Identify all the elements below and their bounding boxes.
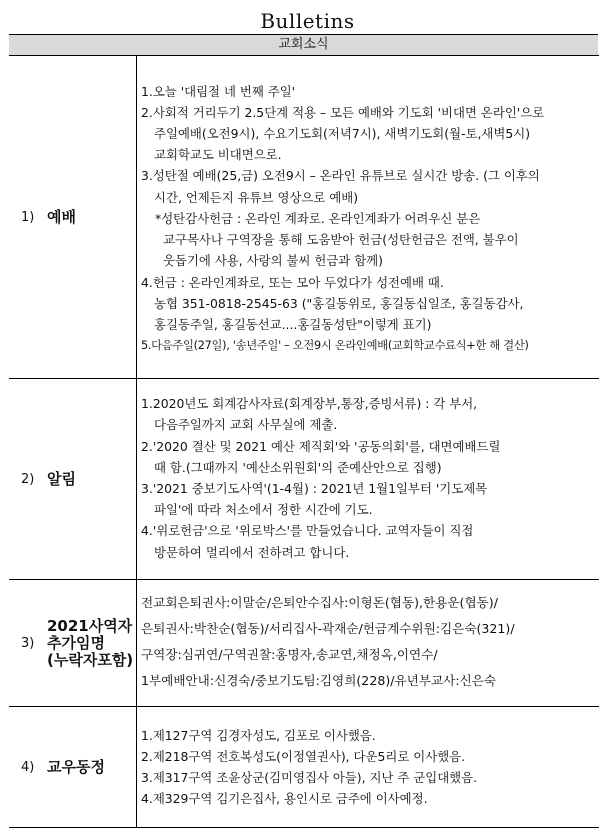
section-label-cell xyxy=(9,580,137,707)
content-line: 다음주일까지 교회 사무실에 제출. xyxy=(154,417,338,433)
content-line: 방문하여 멀리에서 전하려고 합니다. xyxy=(154,544,350,560)
content-line: 2.사회적 거리두기 2.5단계 적용 – 모든 예배와 기도회 '비대면 온라인'으로 xyxy=(141,104,545,120)
content-line: 웃돕기에 사용, 사랑의 불씨 헌금과 함께) xyxy=(163,253,383,269)
content-line: 파일'에 따라 처소에서 정한 시간에 기도. xyxy=(154,502,373,518)
section-number: 2) xyxy=(21,471,35,487)
content-line: 주일예배(오전9시), 수요기도회(저녁7시), 새벽기도회(월-토,새벽5시) xyxy=(154,126,531,142)
section-content-cell xyxy=(137,707,600,828)
content-line: 4.제329구역 김기은집사, 용인시로 금주에 이사예정. xyxy=(141,791,428,807)
content-line: 3.성탄절 예배(25,금) 오전9시 – 온라인 유튜브로 실시간 방송. (그 이후의 xyxy=(141,168,540,184)
section-label-cell xyxy=(9,56,137,379)
section-number: 3) xyxy=(21,635,35,651)
content-line: 1.오늘 '대림절 네 번째 주일' xyxy=(141,83,296,99)
content-line: 교구목사나 구역장을 통해 도움받아 헌금(성탄헌금은 전액, 불우이 xyxy=(163,232,519,248)
content-line: 전교회은퇴권사:이말순/은퇴안수집사:이형돈(협동),한용운(협동)/ xyxy=(141,595,498,610)
section-content-cell xyxy=(137,379,600,580)
content-line: 2.'2020 결산 및 2021 예산 제직회'와 '공동의회'를, 대면예배드릴 xyxy=(141,438,501,454)
section-title: 예배 xyxy=(47,207,76,226)
section-title xyxy=(47,618,133,669)
content-line: 5.다음주일(27일), '송년주일' – 오전9시 온라인예배(교회학교수료식+한 해 결산) xyxy=(141,339,529,353)
section-title-line: (누락자포함) xyxy=(47,650,134,669)
section-appointments xyxy=(9,580,599,707)
section-title: 교우동정 xyxy=(47,757,105,776)
content-line: 3.제317구역 조윤상군(김미영집사 아들), 지난 주 군입대했음. xyxy=(141,770,478,785)
section-number: 1) xyxy=(21,209,35,225)
section-title-line: 2021사역자 xyxy=(47,616,133,635)
section-worship xyxy=(9,56,599,379)
content-line: 홍길동주일, 홍길동선교....홍길동성탄"이렇게 표기) xyxy=(154,316,432,332)
content-line: 1부예배안내:신경숙/중보기도팀:김영희(228)/유년부교사:신은숙 xyxy=(141,673,497,688)
section-title-line: 추가임명 xyxy=(47,633,105,652)
content-line: 3.'2021 중보기도사역'(1-4월) : 2021년 1월1일부터 '기도제목 xyxy=(141,481,488,496)
content-line: 구역장:심귀연/구역권찰:홍명자,송교연,채정옥,이연수/ xyxy=(141,647,438,662)
content-line: 시간, 언제든지 유튜브 영상으로 예배) xyxy=(154,189,359,205)
content-line: 4.헌금 : 온라인계좌로, 또는 모아 두었다가 성전예배 때. xyxy=(141,274,444,290)
section-label-cell xyxy=(9,379,137,580)
content-line: 은퇴권사:박찬순(협동)/서리집사-곽재순/헌금계수위원:김은숙(321)/ xyxy=(141,621,515,636)
section-notices xyxy=(9,379,599,580)
content-line: 1.제127구역 김경자성도, 김포로 이사했음. xyxy=(141,727,376,743)
content-line: *성탄감사헌금 : 온라인 계좌로. 온라인계좌가 어려우신 분은 xyxy=(155,210,481,226)
section-number: 4) xyxy=(21,759,35,775)
section-member-news xyxy=(9,707,599,828)
page-title: Bulletins xyxy=(260,9,355,33)
section-content-cell xyxy=(137,56,600,379)
content-line: 2.제218구역 전호복성도(이정열권사), 다운5리로 이사했음. xyxy=(141,748,466,764)
bulletin-table xyxy=(9,55,599,828)
content-line: 농협 351-0818-2545-63 ("홍길동위로, 홍길동십일조, 홍길동감사, xyxy=(154,295,524,311)
section-content-cell xyxy=(137,580,600,707)
content-line: 4.'위로헌금'으로 '위로박스'를 만들었습니다. 교역자들이 직접 xyxy=(141,523,474,539)
page-subtitle: 교회소식 xyxy=(9,34,598,56)
section-title: 알림 xyxy=(47,469,76,488)
content-line: 때 함.(그때까지 '예산소위원회'의 준예산안으로 집행) xyxy=(154,459,442,475)
content-line: 교회학교도 비대면으로. xyxy=(154,147,282,163)
content-line: 1.2020년도 회계감사자료(회계장부,통장,증빙서류) : 각 부서, xyxy=(141,396,478,412)
section-label-cell xyxy=(9,707,137,828)
